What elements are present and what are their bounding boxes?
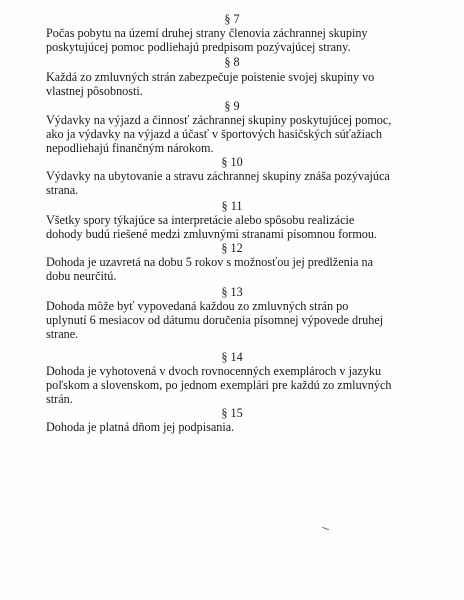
section-11-line: Všetky spory týkajúce sa interpretácie alebo spôsobu realizácie xyxy=(46,213,355,227)
section-14-line: strán. xyxy=(46,392,73,406)
section-9-line: ako ja výdavky na výjazd a účasť v športových hasičských súťažiach xyxy=(46,127,382,141)
section-12-line: dobu neurčitú. xyxy=(46,269,117,283)
section-15-heading: § 15 xyxy=(221,406,243,420)
section-9-line: Výdavky na výjazd a činnosť záchrannej skupiny poskytujúcej pomoc, xyxy=(46,113,392,127)
section-13-line: Dohoda môže byť vypovedaná každou zo zmluvných strán po xyxy=(46,299,349,313)
section-8-line: vlastnej pôsobnosti. xyxy=(46,84,143,98)
section-10-heading: § 10 xyxy=(221,155,243,169)
scan-mark xyxy=(322,527,329,530)
section-9-line: nepodliehajú finančným nárokom. xyxy=(46,141,214,155)
section-8-heading: § 8 xyxy=(224,55,240,69)
section-14-line: poľskom a slovenskom, po jednom exemplári pre každú zo zmluvných xyxy=(46,378,392,392)
section-7-line: Počas pobytu na území druhej strany členovia záchrannej skupiny xyxy=(46,26,368,40)
section-12-heading: § 12 xyxy=(221,241,243,255)
section-9-heading: § 9 xyxy=(224,99,240,113)
section-13-line: strane. xyxy=(46,327,79,341)
section-11-heading: § 11 xyxy=(221,199,243,213)
section-10-line: strana. xyxy=(46,183,79,197)
section-14-heading: § 14 xyxy=(221,350,243,364)
section-15-line: Dohoda je platná dňom jej podpisania. xyxy=(46,420,235,434)
section-7-heading: § 7 xyxy=(224,12,240,26)
section-14-line: Dohoda je vyhotovená v dvoch rovnocenných exemplároch v jazyku xyxy=(46,364,382,378)
section-10-line: Výdavky na ubytovanie a stravu záchrannej skupiny znáša pozývajúca xyxy=(46,169,390,183)
section-12-line: Dohoda je uzavretá na dobu 5 rokov s možnosťou jej predlženia na xyxy=(46,255,374,269)
section-13-heading: § 13 xyxy=(221,285,243,299)
section-8-line: Každá zo zmluvných strán zabezpečuje poistenie svojej skupiny vo xyxy=(46,70,375,84)
section-7-line: poskytujúcej pomoc podliehajú predpisom pozývajúcej strany. xyxy=(46,40,351,54)
section-13-line: uplynutí 6 mesiacov od dátumu doručenia písomnej výpovede druhej xyxy=(46,313,384,327)
section-11-line: dohody budú riešené medzi zmluvnými stranami písomnou formou. xyxy=(46,227,378,241)
